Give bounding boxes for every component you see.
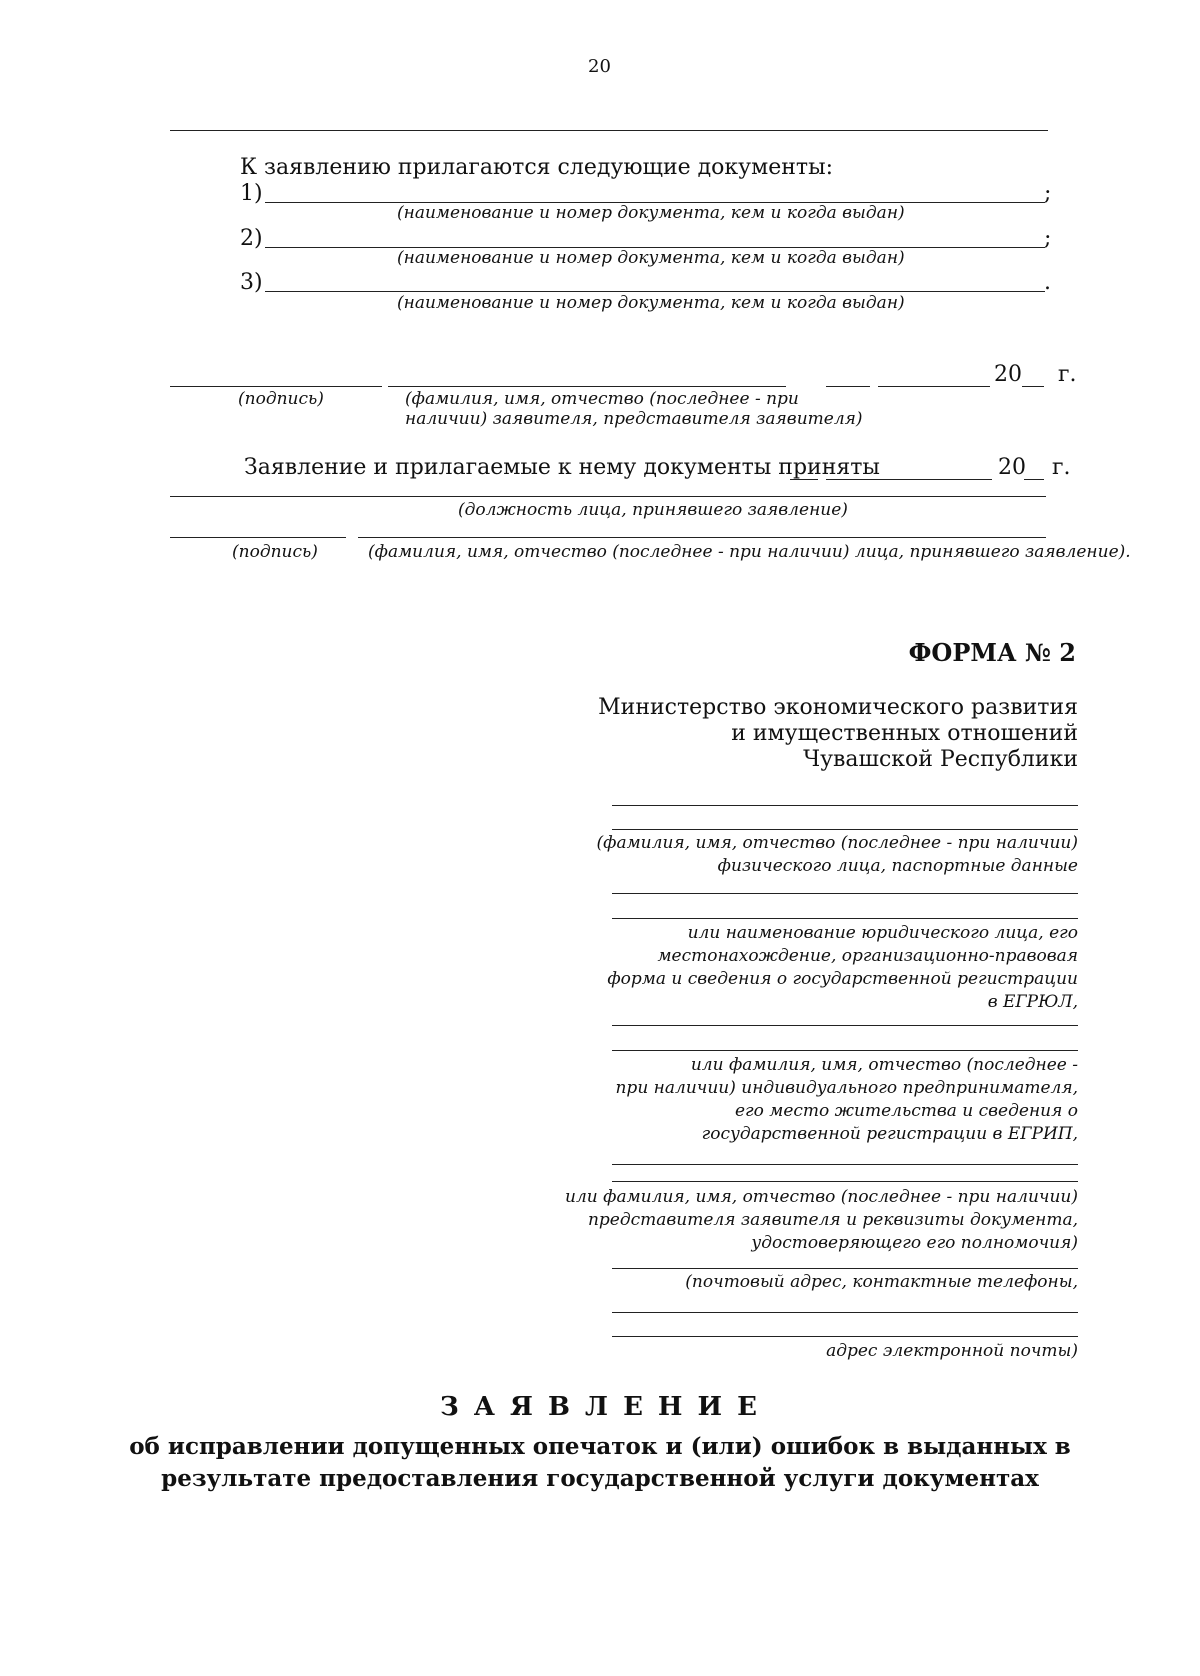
representative-field-2[interactable]	[612, 1181, 1078, 1182]
top-separator	[170, 130, 1048, 131]
rep-caption-3: удостоверяющего его полномочия)	[751, 1233, 1078, 1253]
applicant-person-field-2[interactable]	[612, 829, 1078, 830]
acceptance-name-caption: (фамилия, имя, отчество (последнее - при наличии) лица, принявшего заявление).	[368, 542, 1131, 562]
legal-caption-1: или наименование юридического лица, его	[687, 923, 1078, 943]
rep-caption-1: или фамилия, имя, отчество (последнее - при наличии)	[565, 1187, 1078, 1207]
applicant-name-field[interactable]	[388, 386, 786, 387]
form-title: ФОРМА № 2	[908, 638, 1076, 667]
page-number: 20	[588, 56, 611, 77]
postal-address-field[interactable]	[612, 1268, 1078, 1269]
legal-entity-field-2[interactable]	[612, 918, 1078, 919]
applicant-person-field-1[interactable]	[612, 805, 1078, 806]
acceptance-year-suffix: г.	[1052, 455, 1071, 480]
addressee-line-3: Чувашской Республики	[803, 747, 1078, 772]
legal-caption-3: форма и сведения о государственной регистрации	[607, 969, 1078, 989]
applicant-year-field[interactable]	[1022, 386, 1044, 387]
applicant-signature-caption: (подпись)	[238, 389, 324, 409]
attachment-2-caption: (наименование и номер документа, кем и когда выдан)	[397, 248, 905, 268]
applicant-signature-field[interactable]	[170, 386, 382, 387]
representative-field-1[interactable]	[612, 1164, 1078, 1165]
acceptance-name-field[interactable]	[358, 537, 1046, 538]
acceptance-position-caption: (должность лица, принявшего заявление)	[458, 500, 848, 520]
applicant-day-field[interactable]	[826, 386, 870, 387]
applicant-year-suffix: г.	[1058, 362, 1077, 387]
acceptance-position-field[interactable]	[170, 496, 1046, 497]
acceptance-year-field[interactable]	[1024, 479, 1044, 480]
attachment-1-end: ;	[1044, 181, 1052, 206]
legal-caption-4: в ЕГРЮЛ,	[987, 992, 1078, 1012]
statement-subtitle-2: результате предоставления государственной услуги документах	[161, 1465, 1039, 1492]
acceptance-signature-field[interactable]	[170, 537, 346, 538]
acceptance-text: Заявление и прилагаемые к нему документы приняты	[244, 455, 880, 480]
attachment-1-number: 1)	[240, 181, 263, 206]
statement-title: З А Я В Л Е Н И Е	[439, 1392, 760, 1422]
ip-caption-3: его место жительства и сведения о	[734, 1101, 1078, 1121]
person-caption-1: (фамилия, имя, отчество (последнее - при наличии)	[596, 833, 1078, 853]
ip-caption-4: государственной регистрации в ЕГРИП,	[701, 1124, 1078, 1144]
attachment-2-end: ;	[1044, 226, 1052, 251]
acceptance-month-field[interactable]	[826, 479, 992, 480]
applicant-name-caption-1: (фамилия, имя, отчество (последнее - при	[405, 389, 799, 409]
legal-entity-field-1[interactable]	[612, 893, 1078, 894]
applicant-name-caption-2: наличии) заявителя, представителя заявителя)	[405, 409, 863, 429]
statement-subtitle-1: об исправлении допущенных опечаток и (или) ошибок в выданных в	[129, 1433, 1071, 1460]
ip-caption-1: или фамилия, имя, отчество (последнее -	[690, 1055, 1078, 1075]
attachment-3-field[interactable]	[265, 291, 1045, 292]
email-field-2[interactable]	[612, 1336, 1078, 1337]
attachment-2-number: 2)	[240, 226, 263, 251]
entrepreneur-field-1[interactable]	[612, 1025, 1078, 1026]
entrepreneur-field-2[interactable]	[612, 1050, 1078, 1051]
attachment-3-caption: (наименование и номер документа, кем и когда выдан)	[397, 293, 905, 313]
attachment-1-caption: (наименование и номер документа, кем и когда выдан)	[397, 203, 905, 223]
attachments-heading: К заявлению прилагаются следующие документы:	[240, 155, 833, 180]
acceptance-year-prefix: 20	[998, 455, 1026, 480]
rep-caption-2: представителя заявителя и реквизиты документа,	[587, 1210, 1078, 1230]
applicant-month-field[interactable]	[878, 386, 990, 387]
applicant-year-prefix: 20	[994, 362, 1022, 387]
attachment-3-end: .	[1044, 270, 1051, 295]
email-field-1[interactable]	[612, 1312, 1078, 1313]
email-caption: адрес электронной почты)	[826, 1341, 1078, 1361]
postal-caption: (почтовый адрес, контактные телефоны,	[685, 1272, 1078, 1292]
acceptance-signature-caption: (подпись)	[232, 542, 318, 562]
acceptance-day-field[interactable]	[790, 479, 818, 480]
attachment-3-number: 3)	[240, 270, 263, 295]
addressee-line-2: и имущественных отношений	[731, 721, 1078, 746]
addressee-line-1: Министерство экономического развития	[598, 695, 1078, 720]
person-caption-2: физического лица, паспортные данные	[717, 856, 1078, 876]
legal-caption-2: местонахождение, организационно-правовая	[657, 946, 1078, 966]
ip-caption-2: при наличии) индивидуального предпринимателя,	[615, 1078, 1078, 1098]
